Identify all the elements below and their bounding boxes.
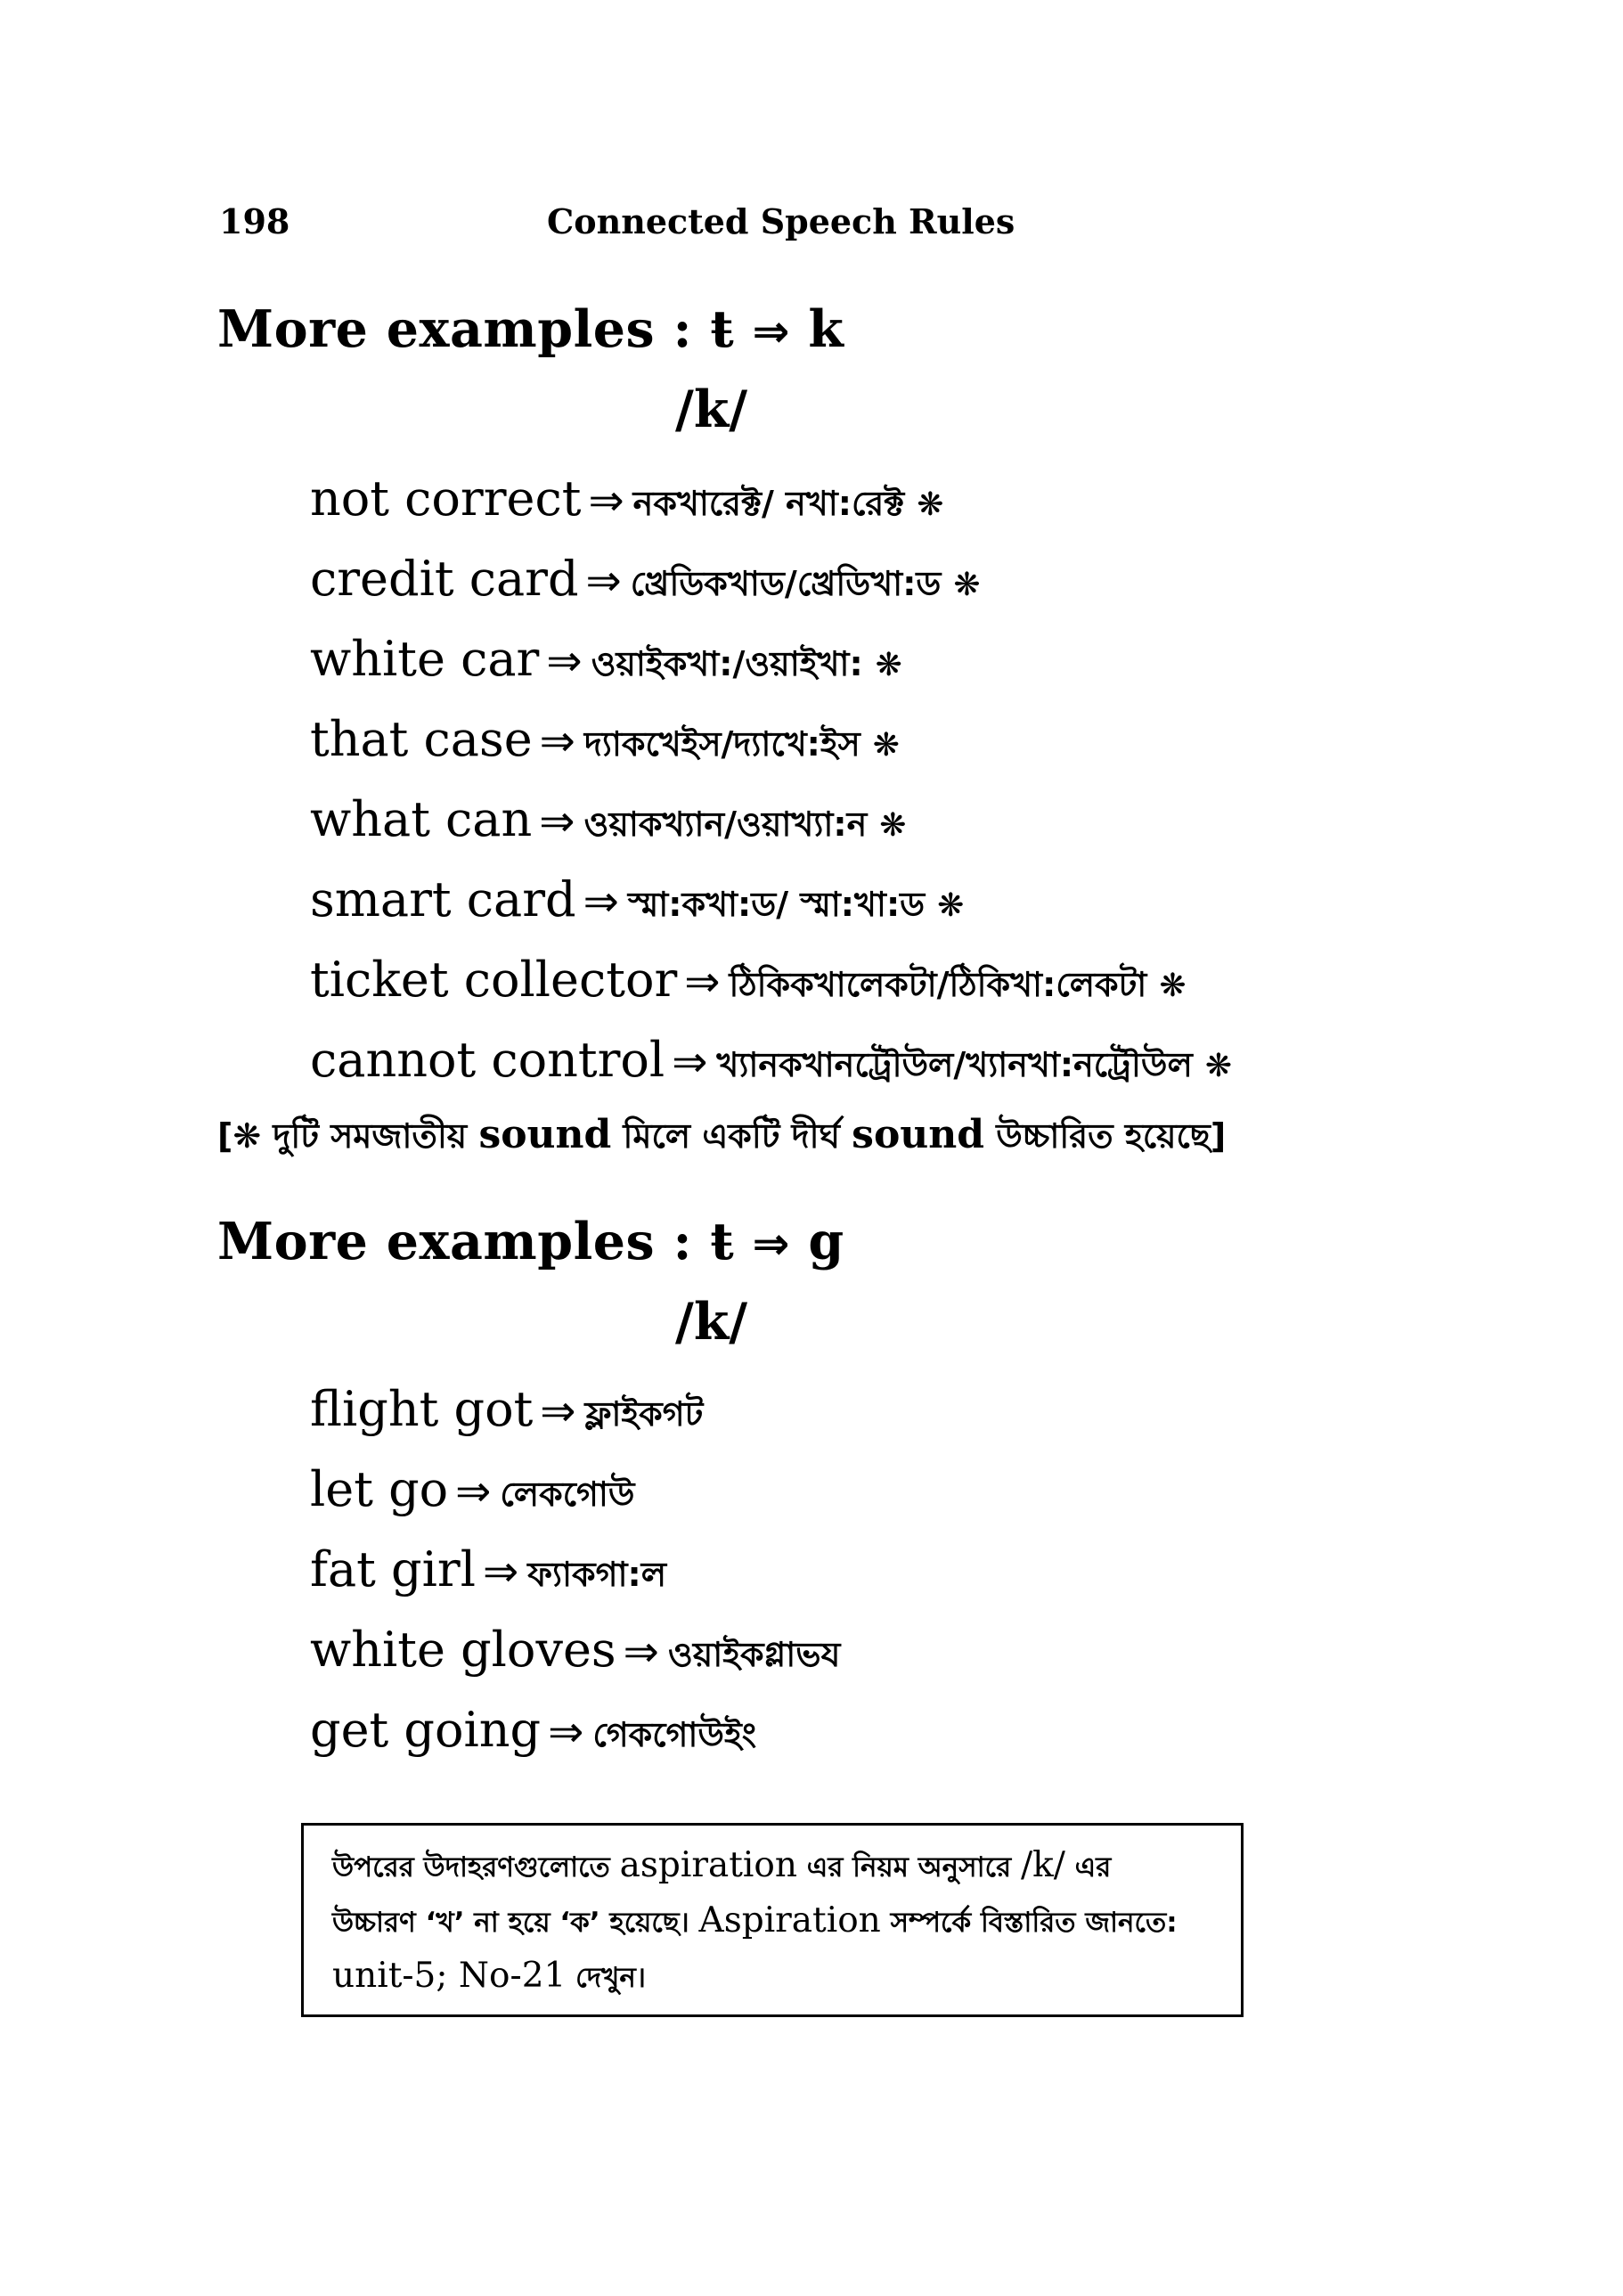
phoneme-label: /k/ — [675, 1292, 748, 1352]
asterisk-icon: ❋ — [1204, 1048, 1232, 1084]
bengali-pronunciation: ওয়াইকগ্লাভয — [667, 1635, 841, 1674]
arrow-icon: ⇒ — [548, 1707, 584, 1757]
section-heading-t-to-g — [217, 1212, 844, 1271]
example-item — [310, 1383, 703, 1441]
asterisk-icon: ❋ — [879, 807, 907, 844]
example-item — [310, 1704, 756, 1761]
bengali-pronunciation: ফ্যাকগা:ল — [527, 1555, 667, 1594]
example-item — [310, 793, 906, 853]
arrow-icon: ⇒ — [540, 1386, 576, 1436]
asterisk-icon: ❋ — [875, 647, 902, 683]
bengali-pronunciation: লেকগোউ — [500, 1475, 635, 1514]
example-item — [310, 1623, 840, 1681]
english-phrase: credit card — [310, 551, 579, 607]
example-item — [310, 1543, 666, 1601]
example-item — [310, 713, 900, 772]
bengali-pronunciation: নকখারেক্ট/ নখা:রেক্ট — [632, 484, 905, 523]
arrow-icon: ⇒ — [672, 1037, 708, 1087]
arrow-icon: ⇒ — [588, 476, 624, 526]
info-text: দেখুন। — [566, 1962, 646, 1994]
info-text: এর — [1064, 1851, 1112, 1883]
info-text: এর নিয়ম অনুসারে — [796, 1851, 1021, 1883]
arrow-icon: ⇒ — [623, 1627, 659, 1677]
bengali-pronunciation: ওয়াকখ্যান/ওয়াখ্যা:ন — [583, 805, 868, 844]
arrow-icon: ⇒ — [546, 636, 583, 686]
english-phrase: white car — [310, 631, 540, 687]
arrow-icon: ⇒ — [455, 1467, 492, 1516]
footnote-word-sound: sound — [852, 1112, 985, 1157]
section-heading-t-to-k — [217, 299, 844, 359]
example-item — [310, 873, 964, 933]
arrow-icon: ⇒ — [539, 716, 575, 766]
english-phrase: let go — [310, 1461, 449, 1517]
english-phrase: fat girl — [310, 1541, 476, 1597]
asterisk-icon: ❋ — [937, 887, 965, 924]
heading-arrow: ⇒ — [752, 306, 790, 357]
example-item — [310, 1463, 635, 1521]
info-box — [301, 1823, 1244, 2017]
heading-text: More examples : — [217, 1212, 711, 1271]
info-text: উপরের উদাহরণগুলোতে — [332, 1851, 620, 1883]
example-item — [310, 633, 902, 692]
heading-to: g — [808, 1212, 844, 1271]
heading-arrow: ⇒ — [752, 1218, 790, 1270]
heading-from: ŧ — [710, 299, 735, 359]
footnote-word-sound: sound — [478, 1112, 612, 1157]
heading-from: ŧ — [710, 1212, 735, 1271]
footnote-middle: মিলে একটি দীর্ঘ — [611, 1116, 852, 1156]
bengali-pronunciation: ফ্লাইকগট — [584, 1394, 704, 1434]
bengali-pronunciation: খ্যানকখানট্রৌউল/খ্যানখা:নট্রৌউল — [716, 1045, 1193, 1084]
bengali-pronunciation: ঠিকিকখালেকটা/ঠিকিখা:লেকটা — [729, 965, 1147, 1004]
english-phrase: what can — [310, 791, 533, 847]
arrow-icon: ⇒ — [482, 1547, 519, 1597]
info-reference: unit-5; No-21 — [332, 1956, 567, 1996]
asterisk-icon: ❋ — [917, 486, 944, 523]
english-phrase: not correct — [310, 470, 582, 527]
heading-text: More examples : — [217, 299, 711, 359]
info-term: /k/ — [1020, 1845, 1065, 1885]
english-phrase: flight got — [310, 1381, 534, 1437]
info-line-2 — [332, 1900, 1178, 1948]
bengali-pronunciation: দ্যাকখেইস/দ্যাখে:ইস — [583, 724, 860, 764]
asterisk-icon: ❋ — [953, 567, 981, 603]
arrow-icon: ⇒ — [583, 877, 619, 927]
english-phrase: smart card — [310, 871, 576, 927]
info-term: Aspiration — [698, 1900, 881, 1941]
arrow-icon: ⇒ — [539, 797, 575, 846]
page-number: 198 — [219, 201, 290, 241]
phoneme-label: /k/ — [675, 380, 748, 439]
asterisk-icon: ❋ — [1159, 968, 1187, 1004]
english-phrase: ticket collector — [310, 952, 678, 1008]
example-item — [310, 1034, 1232, 1093]
info-text: উচ্চারণ ‘খ’ না হয়ে ‘ক’ হয়েছে। — [332, 1907, 699, 1939]
bengali-pronunciation: খ্রেডিকখাড/খ্রেডিখা:ড — [630, 564, 942, 603]
example-item — [310, 552, 981, 612]
info-text: সম্পর্কে বিস্তারিত জানতে: — [880, 1907, 1178, 1939]
english-phrase: get going — [310, 1702, 542, 1758]
bengali-pronunciation: স্মা:কখা:ড/ স্মা:খা:ড — [627, 885, 926, 924]
footnote — [217, 1110, 1226, 1167]
bengali-pronunciation: ওয়াইকখা:/ওয়াইখা: — [591, 644, 863, 683]
english-phrase: cannot control — [310, 1032, 665, 1088]
info-term: aspiration — [619, 1845, 797, 1885]
running-title: Connected Speech Rules — [547, 201, 1015, 241]
info-line-3 — [332, 1956, 646, 2003]
example-item — [310, 472, 943, 532]
arrow-icon: ⇒ — [585, 556, 622, 606]
info-line-1 — [332, 1845, 1111, 1892]
example-item — [310, 953, 1187, 1013]
footnote-close: উচ্চারিত হয়েছে] — [984, 1116, 1227, 1156]
english-phrase: that case — [310, 711, 533, 767]
bengali-pronunciation: গেকগোউইং — [592, 1715, 757, 1754]
asterisk-icon: ❋ — [872, 727, 900, 764]
heading-to: k — [808, 299, 844, 359]
arrow-icon: ⇒ — [684, 957, 721, 1007]
english-phrase: white gloves — [310, 1622, 616, 1678]
footnote-open: [❋ দুটি সমজাতীয় — [217, 1116, 479, 1156]
